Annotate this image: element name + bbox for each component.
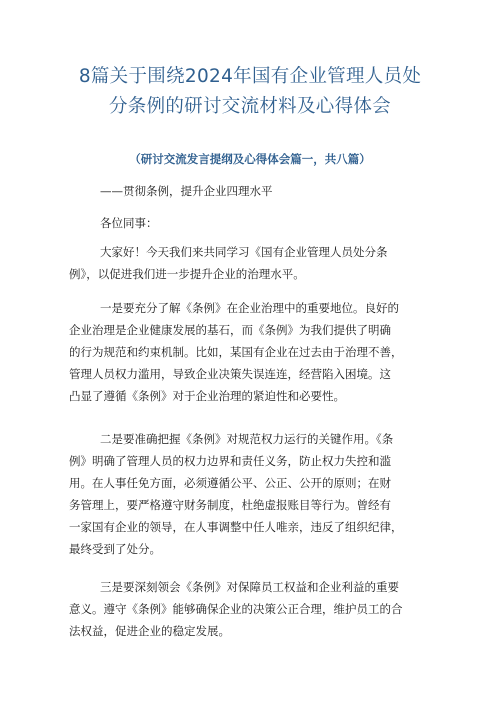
paragraph-line: 例》明确了管理人员的权力边界和责任义务，防止权力失控和滥 <box>69 454 391 468</box>
paragraph-point-three <box>69 576 441 642</box>
paragraph-point-one <box>69 297 441 407</box>
paragraph-line: 的行为规范和约束机制。比如，某国有企业在过去由于治理不善， <box>69 345 403 359</box>
paragraph-line: 大家好！今天我们来共同学习《国有企业管理人员处分条 <box>100 245 388 259</box>
paragraph-greeting <box>69 241 441 285</box>
paragraph-line: 一家国有企业的领导，在人事调整中任人唯亲，违反了组织纪律， <box>69 520 403 534</box>
document-title <box>40 62 460 122</box>
paragraph-line: 用。在人事任免方面，必须遵循公平、公正、公开的原则；在财 <box>69 476 391 490</box>
speech-tagline: ——贯彻条例，提升企业四理水平 <box>100 184 273 198</box>
paragraph-line: 意义。遵守《条例》能够确保企业的决策公正合理，维护员工的合 <box>69 602 403 616</box>
paragraph-line: 二是要准确把握《条例》对规范权力运行的关键作用。《条 <box>100 432 394 446</box>
paragraph-line: 例》，以促进我们进一步提升企业的治理水平。 <box>69 267 305 281</box>
paragraph-point-two <box>69 428 441 560</box>
paragraph-line: 管理人员权力滥用，导致企业决策失误连连，经营陷入困境。这 <box>69 367 391 381</box>
paragraph-line: 凸显了遵循《条例》对于企业治理的紧迫性和必要性。 <box>69 389 345 403</box>
section-subheading: （研讨交流发言提纲及心得体会篇一，共八篇） <box>129 152 371 166</box>
paragraph-line: 法权益，促进企业的稳定发展。 <box>69 624 230 638</box>
paragraph-line: 一是要充分了解《条例》在企业治理中的重要地位。良好的 <box>100 301 399 315</box>
paragraph-line: 三是要深刻领会《条例》对保障员工权益和企业利益的重要 <box>100 580 399 594</box>
paragraph-line: 最终受到了处分。 <box>69 542 161 556</box>
title-line: 分条例的研讨交流材料及心得体会 <box>108 96 391 117</box>
paragraph-line: 企业治理是企业健康发展的基石，而《条例》为我们提供了明确 <box>69 323 391 337</box>
title-line: 8篇关于围绕2024年国有企业管理人员处 <box>78 66 422 87</box>
paragraph-line: 务管理上，要严格遵守财务制度，杜绝虚报账目等行为。曾经有 <box>69 498 391 512</box>
salutation: 各位同事： <box>100 216 158 230</box>
